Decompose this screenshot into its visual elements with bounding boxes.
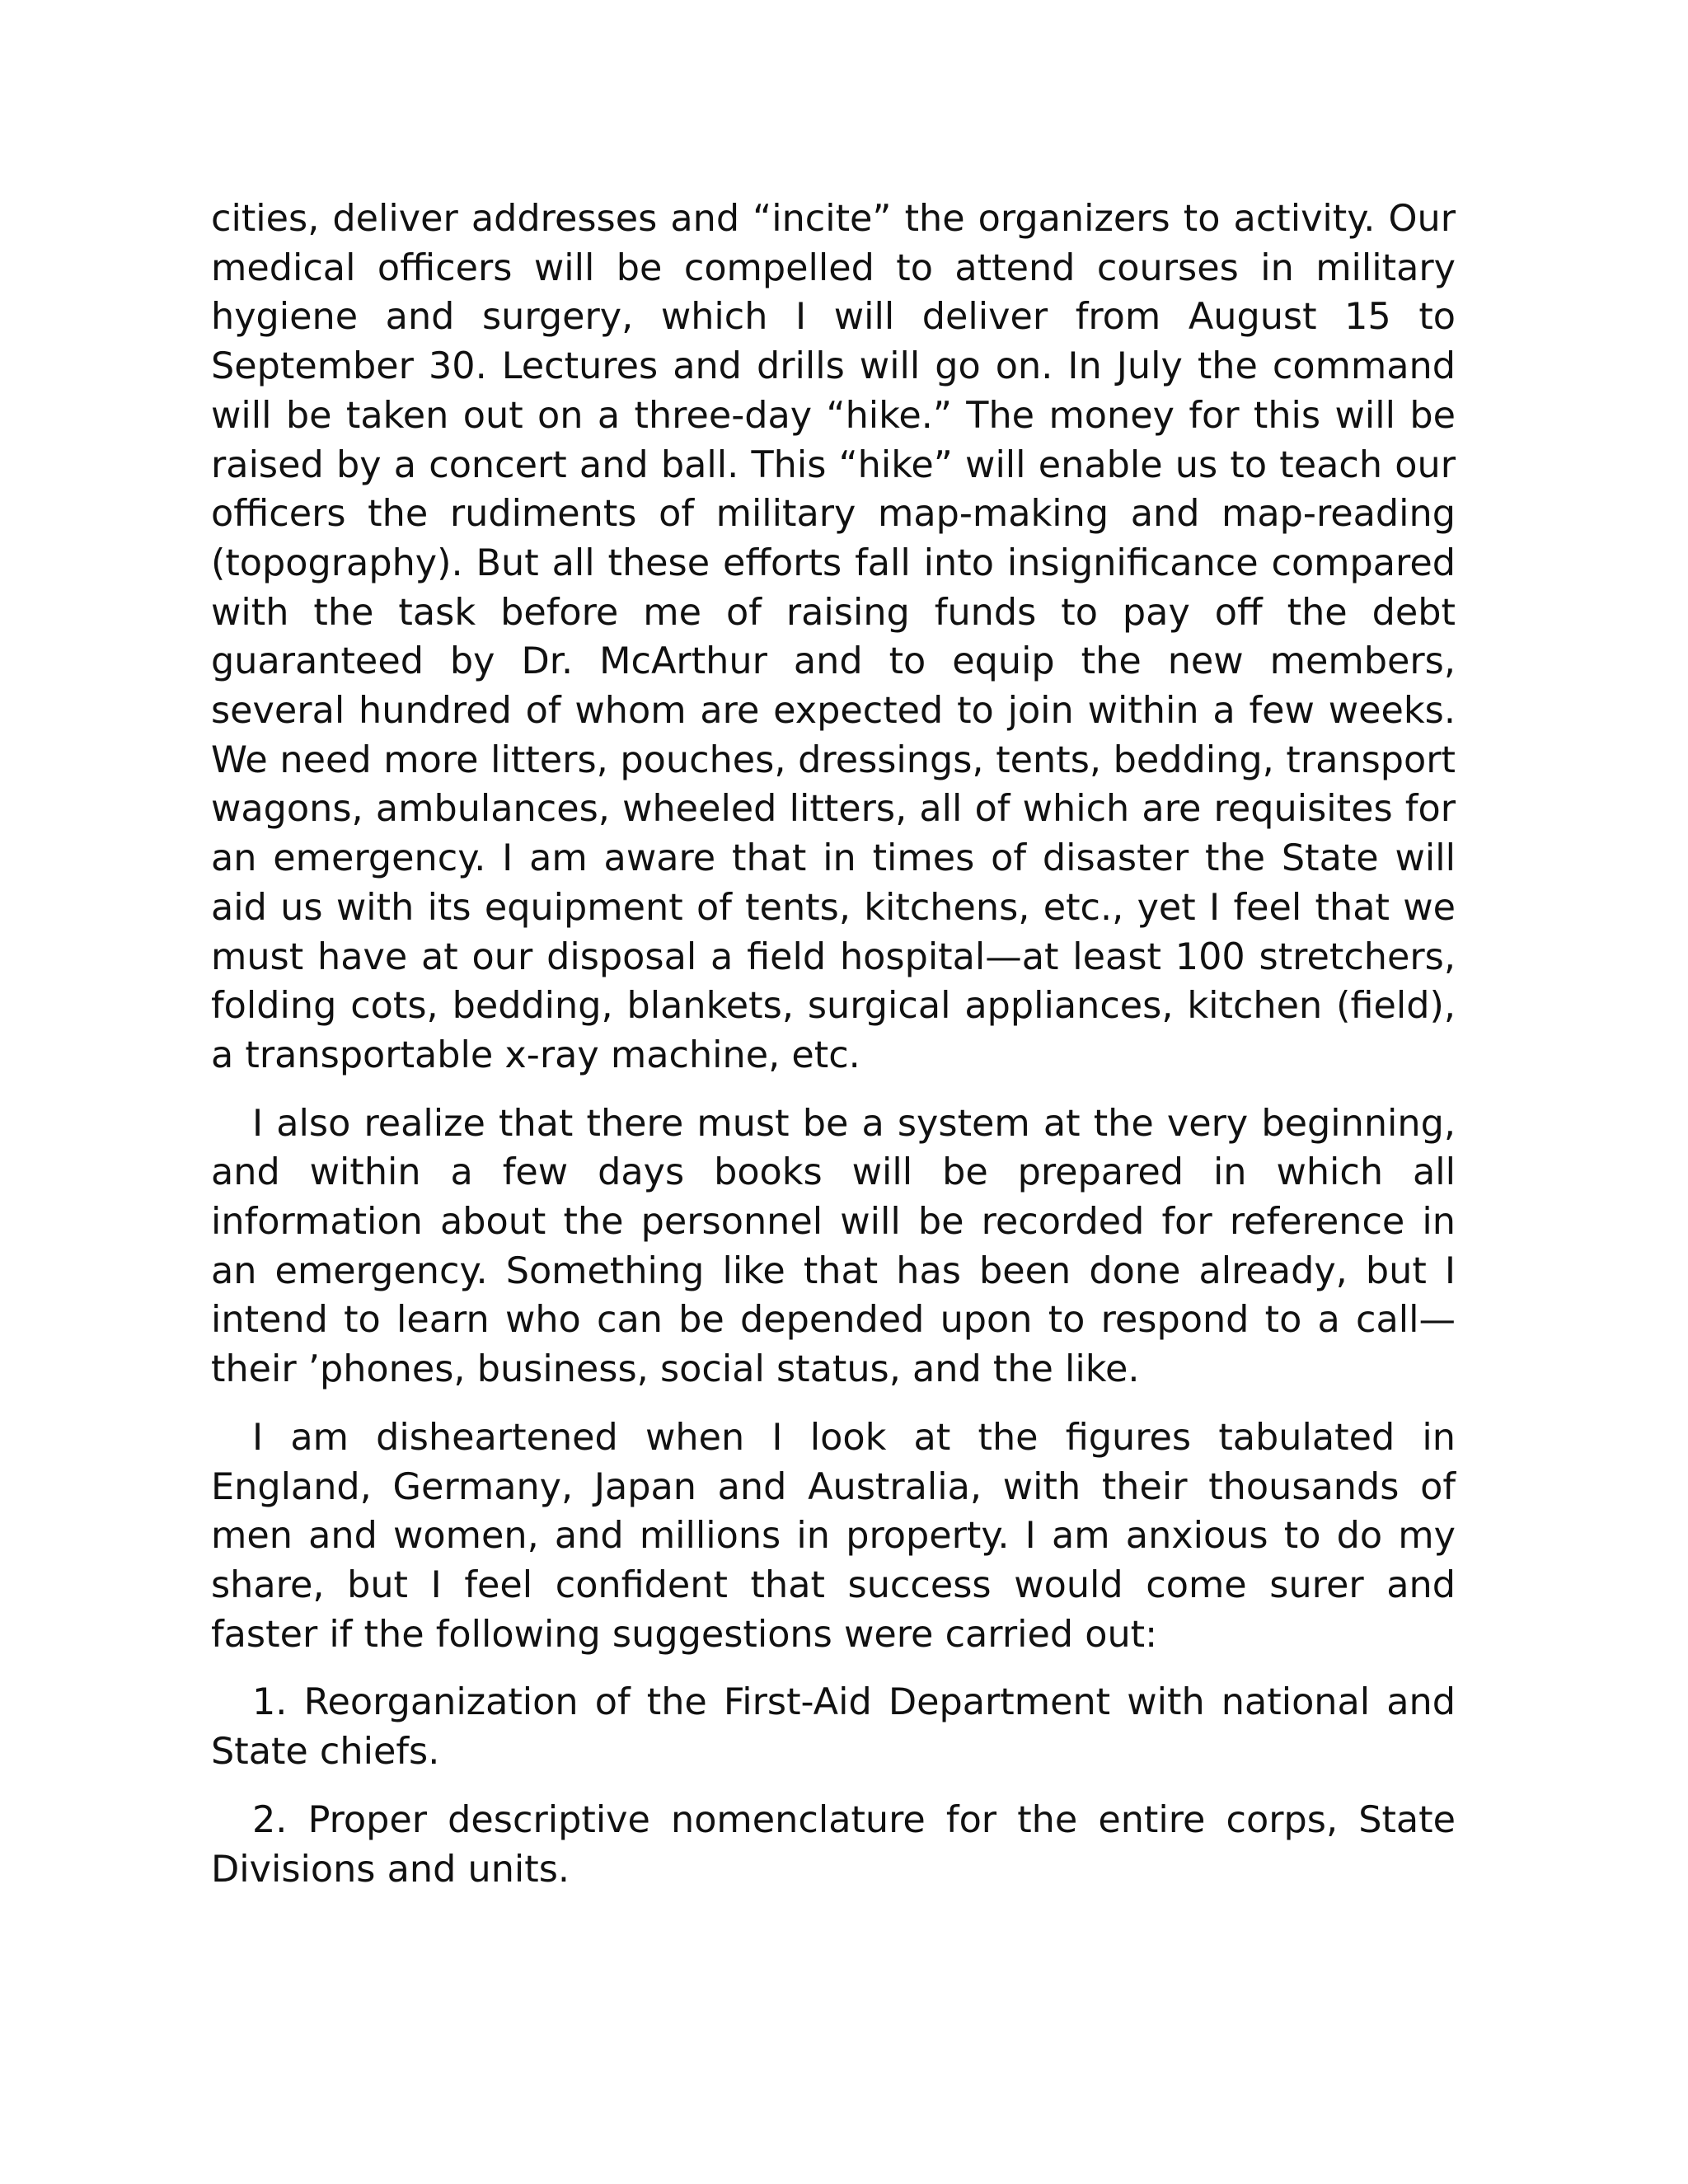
paragraph-disheartened: I am disheartened when I look at the figures tabulated in England, Germany, Japan and Australia, with their thousands of men and women, and millions in property. I am anxious to do my share, but I feel confident that success would come surer and faster if the following suggestions were carried out: — [211, 1416, 1456, 1656]
suggestion-1: 1. Reorganization of the First-Aid Department with national and State chiefs. — [211, 1681, 1456, 1774]
paragraph-continued: cities, deliver addresses and “incite” the organizers to activity. Our medical officers will be compelled to attend courses in military hygiene and surgery, which I will deliver from August 15 to September 30. Lectures and drills will go on. In July the command will be taken out on a three-day “hike.” The money for this will be raised by a concert and ball. This “hike” will enable us to teach our officers the rudiments of military map-making and map-reading (topography). But all these efforts fall into insignificance compared with the task before me of raising funds to pay off the debt guaranteed by Dr. McArthur and to equip the new members, several hundred of whom are expected to join within a few weeks. We need more litters, pouches, dressings, tents, bedding, transport wagons, ambulances, wheeled litters, all of which are requisites for an emergency. I am aware that in times of disaster the State will aid us with its equipment of tents, kitchens, etc., yet I feel that we must have at our disposal a field hospital—at least 100 stretchers, folding cots, bedding, blankets, surgical appliances, kitchen (field), a transportable x-ray machine, etc. — [211, 198, 1456, 1076]
suggestion-2: 2. Proper descriptive nomenclature for the entire corps, State Divisions and units. — [211, 1798, 1456, 1891]
document-page — [211, 194, 1456, 1894]
paragraph-system: I also realize that there must be a system at the very beginning, and within a few days books will be prepared in which all information about the personnel will be recorded for reference in an emergency. Something like that has been done already, but I intend to learn who can be depended upon to respond to a call—their ’phones, business, social status, and the like. — [211, 1102, 1456, 1391]
